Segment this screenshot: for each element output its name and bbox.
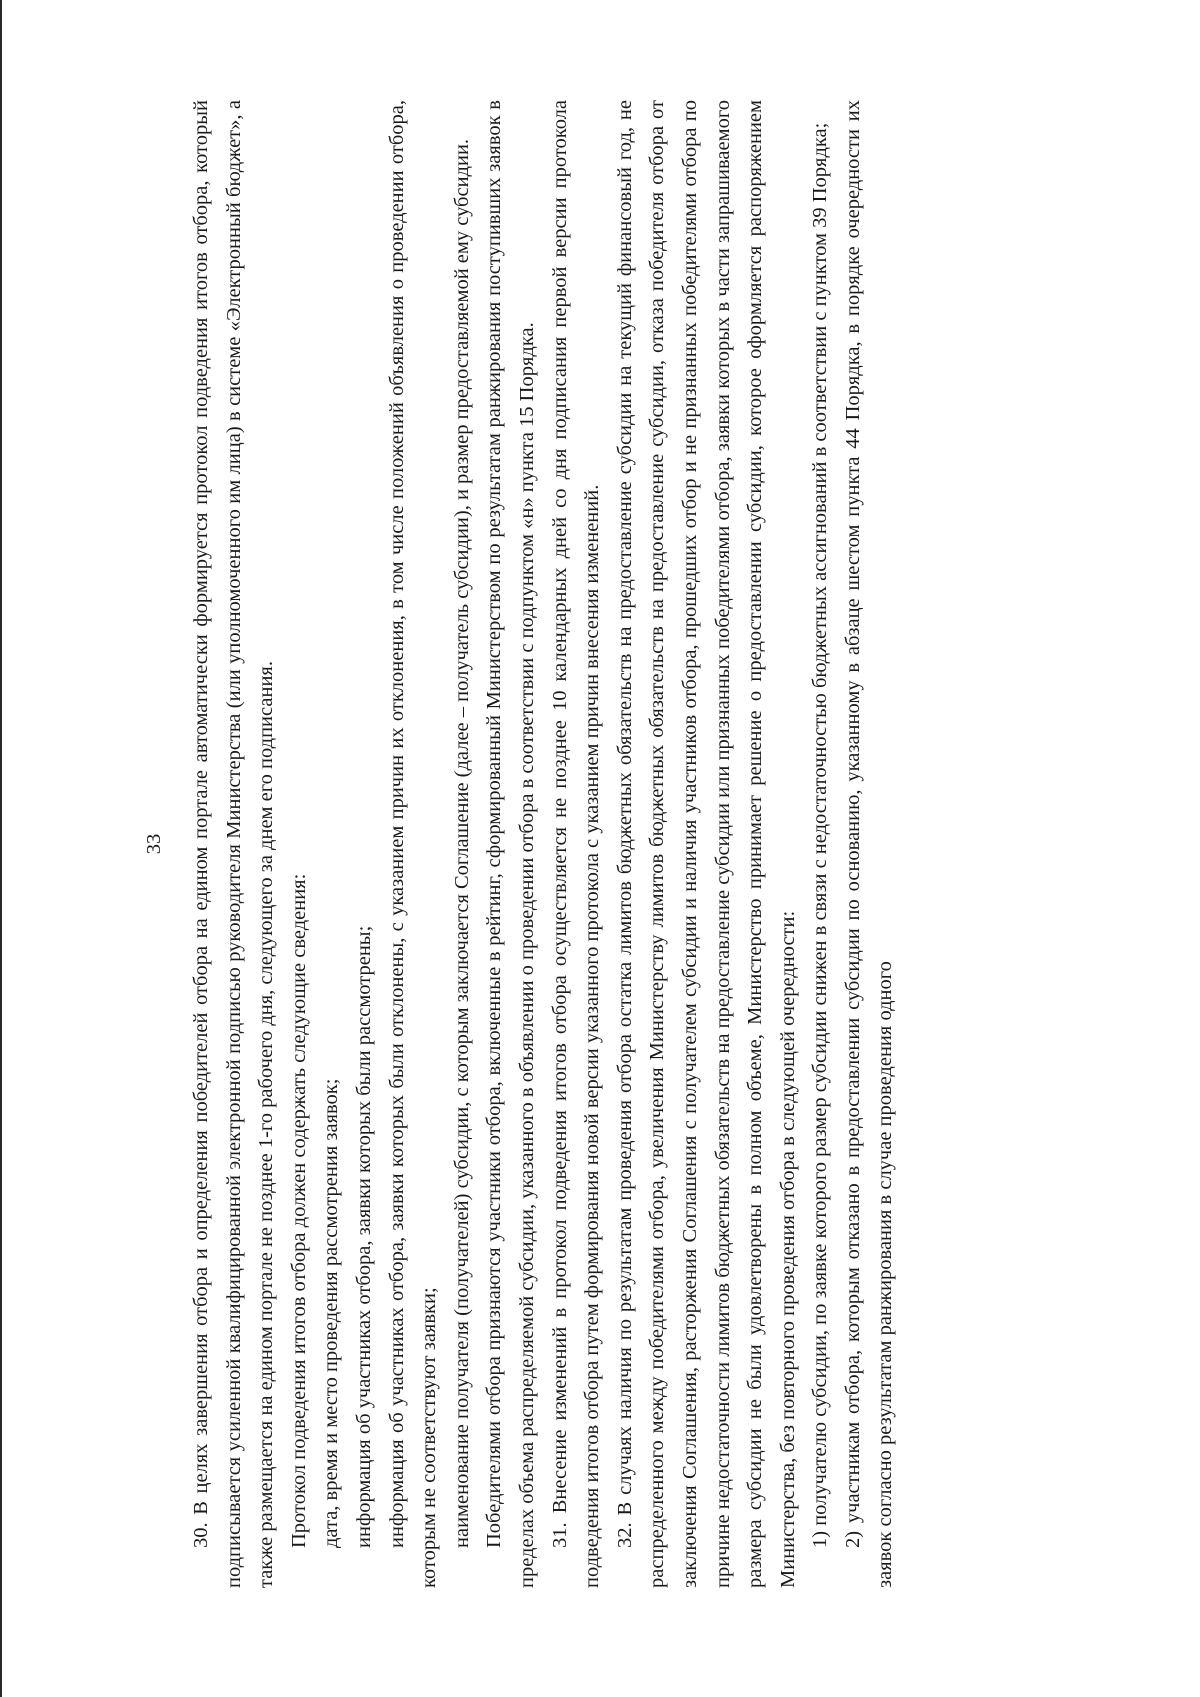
list-item-2: 2) участникам отбора, которым отказано в предоставлении субсидии по основанию, указанному в абзаце шестом пункта 44 Порядка, в порядке очередности их заявок согласно результатам ранжирования в случае проведения одного <box>841 100 897 1588</box>
paragraph-protocol-contents: Протокол подведения итогов отбора должен содержать следующие сведения: <box>287 873 310 1548</box>
document-page <box>142 100 1086 1588</box>
page-number: 33 <box>143 833 165 855</box>
list-item-rejected: информация об участниках отбора, заявки которых были отклонены, с указанием причин их отклонения, в том числе положений объявления о проведении отбора, которым не соответствуют заявки; <box>385 100 441 1588</box>
list-item-1: 1) получателю субсидии, по заявке которого размер субсидии снижен в связи с недостаточностью бюджетных ассигнований в соответствии с пунктом 39 Порядка; <box>809 122 832 1548</box>
paragraph-31: 31. Внесение изменений в протокол подведения итогов отбора осуществляется не позднее 10 календарных дней со дня подписания первой версии протокола подведения итогов отбора путем формирования новой версии указанного протокола с указанием причин внесения изменений. <box>548 100 604 1588</box>
list-item-reviewed: информация об участниках отбора, заявки которых были рассмотрены; <box>352 925 375 1548</box>
paragraph-30: 30. В целях завершения отбора и определения победителей отбора на едином портале автоматически формируется протокол подведения итогов отбора, который подписывается усиленной квалифицированной электронной подписью руководителя Министерства (или уполномоченного им лица) в системе «Электронный бюджет», а также размещается на едином портале не позднее 1-го рабочего дня, следующего за днем его подписания. <box>190 100 278 1588</box>
paragraph-winners: Победителями отбора признаются участники отбора, включенные в рейтинг, сформированный Министерством по результатам ранжирования поступивших заявок в пределах объема распределяемой субсидии, указанного в объявлении о проведении отбора в соответствии с подпунктом «н» пункта 15 Порядка. <box>483 100 538 1588</box>
paragraph-32: 32. В случаях наличия по результатам проведения отбора остатка лимитов бюджетных обязательств на предоставление субсидии на текущий финансовый год, не распределенного между победителями отбора, увеличения Министерству лимитов бюджетных обязательств на предоставление субсидии, отказа победителя отбора от заключения Соглашения, расторжения Соглашения с получателем субсидии и наличия участников отбора, прошедших отбор и не признанных победителями отбора по причине недостаточности лимитов бюджетных обязательств на предоставление субсидии или признанных победителями отбора, заявки которых в части запрашиваемого размера субсидии не были удовлетворены в полном объеме, Министерство принимает решение о предоставлении субсидии, которое оформляется распоряжением Министерства, без повторного проведения отбора в следующей очередности: <box>613 100 799 1588</box>
list-item-date: дата, время и место проведения рассмотрения заявок; <box>320 1078 343 1548</box>
scan-edge <box>0 0 2 1697</box>
list-item-recipient: наименование получателя (получателей) субсидии, с которым заключается Соглашение (далее – получатель субсидии), и размер предоставляемой ему субсидии. <box>450 138 473 1548</box>
document-body <box>185 100 902 1588</box>
